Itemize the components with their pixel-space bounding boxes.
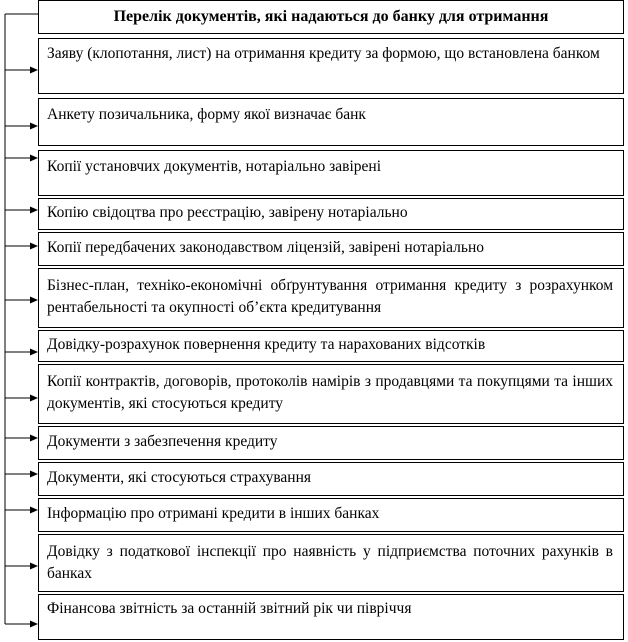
arrowhead-icon-7: [30, 349, 38, 356]
arrowhead-icon-1: [30, 67, 38, 74]
arrowhead-icon-11: [30, 507, 38, 514]
document-item-11: [38, 498, 624, 532]
arrowhead-icon-12: [30, 563, 38, 570]
document-item-2-text: Анкету позичальника, форму якої визначає банк: [47, 106, 366, 123]
arrowhead-icon-2: [30, 123, 38, 130]
document-item-12-text: Довідку з податкової інспекції про наявність у підприємства поточних рахунків в банках: [47, 543, 613, 582]
document-item-7: [38, 330, 624, 362]
document-item-5-text: Копії передбачених законодавством ліцензій, завірені нотаріально: [47, 239, 485, 256]
arrowhead-icon-13: [30, 621, 38, 628]
document-item-13-text: Фінансова звітність за останній звітний рік чи півріччя: [47, 600, 412, 617]
arrowhead-icon-3: [30, 155, 38, 162]
document-item-9: [38, 426, 624, 460]
document-item-8-text: Копії контрактів, договорів, протоколів намірів з продавцями та покупцями та інших документів, які стосуються кредиту: [47, 373, 613, 412]
document-item-4: [38, 198, 624, 230]
arrowhead-icon-10: [30, 471, 38, 478]
document-item-4-text: Копію свідоцтва про реєстрацію, завірену нотаріально: [47, 204, 408, 221]
document-item-13: [38, 594, 624, 640]
document-item-6-text: Бізнес-план, техніко-економічні обґрунтування отримання кредиту з розрахунком рентабельності та окупності об’єкта кредитування: [47, 277, 613, 316]
document-item-3-text: Копії установчих документів, нотаріально завірені: [47, 158, 382, 175]
document-item-5: [38, 232, 624, 266]
document-item-10-text: Документи, які стосуються страхування: [47, 469, 312, 486]
document-item-2: [38, 98, 624, 146]
document-item-1: [38, 38, 624, 94]
arrowhead-icon-4: [30, 207, 38, 214]
arrowhead-icon-6: [30, 297, 38, 304]
arrowhead-icon-8: [30, 395, 38, 402]
document-item-8: [38, 364, 624, 424]
arrowhead-icon-9: [30, 435, 38, 442]
document-item-12: [38, 534, 624, 592]
arrowhead-icon-5: [30, 243, 38, 250]
document-item-10: [38, 462, 624, 496]
diagram-header: Перелік документів, які надаються до банку для отримання: [38, 0, 624, 34]
document-item-1-text: Заяву (клопотання, лист) на отримання кредиту за формою, що встановлена банком: [47, 45, 600, 62]
document-item-9-text: Документи з забезпечення кредиту: [47, 433, 278, 450]
document-item-3: [38, 150, 624, 196]
document-item-7-text: Довідку-розрахунок повернення кредиту та нарахованих відсотків: [47, 336, 486, 353]
document-item-6: [38, 268, 624, 328]
document-item-11-text: Інформацію про отримані кредити в інших банках: [47, 505, 380, 522]
